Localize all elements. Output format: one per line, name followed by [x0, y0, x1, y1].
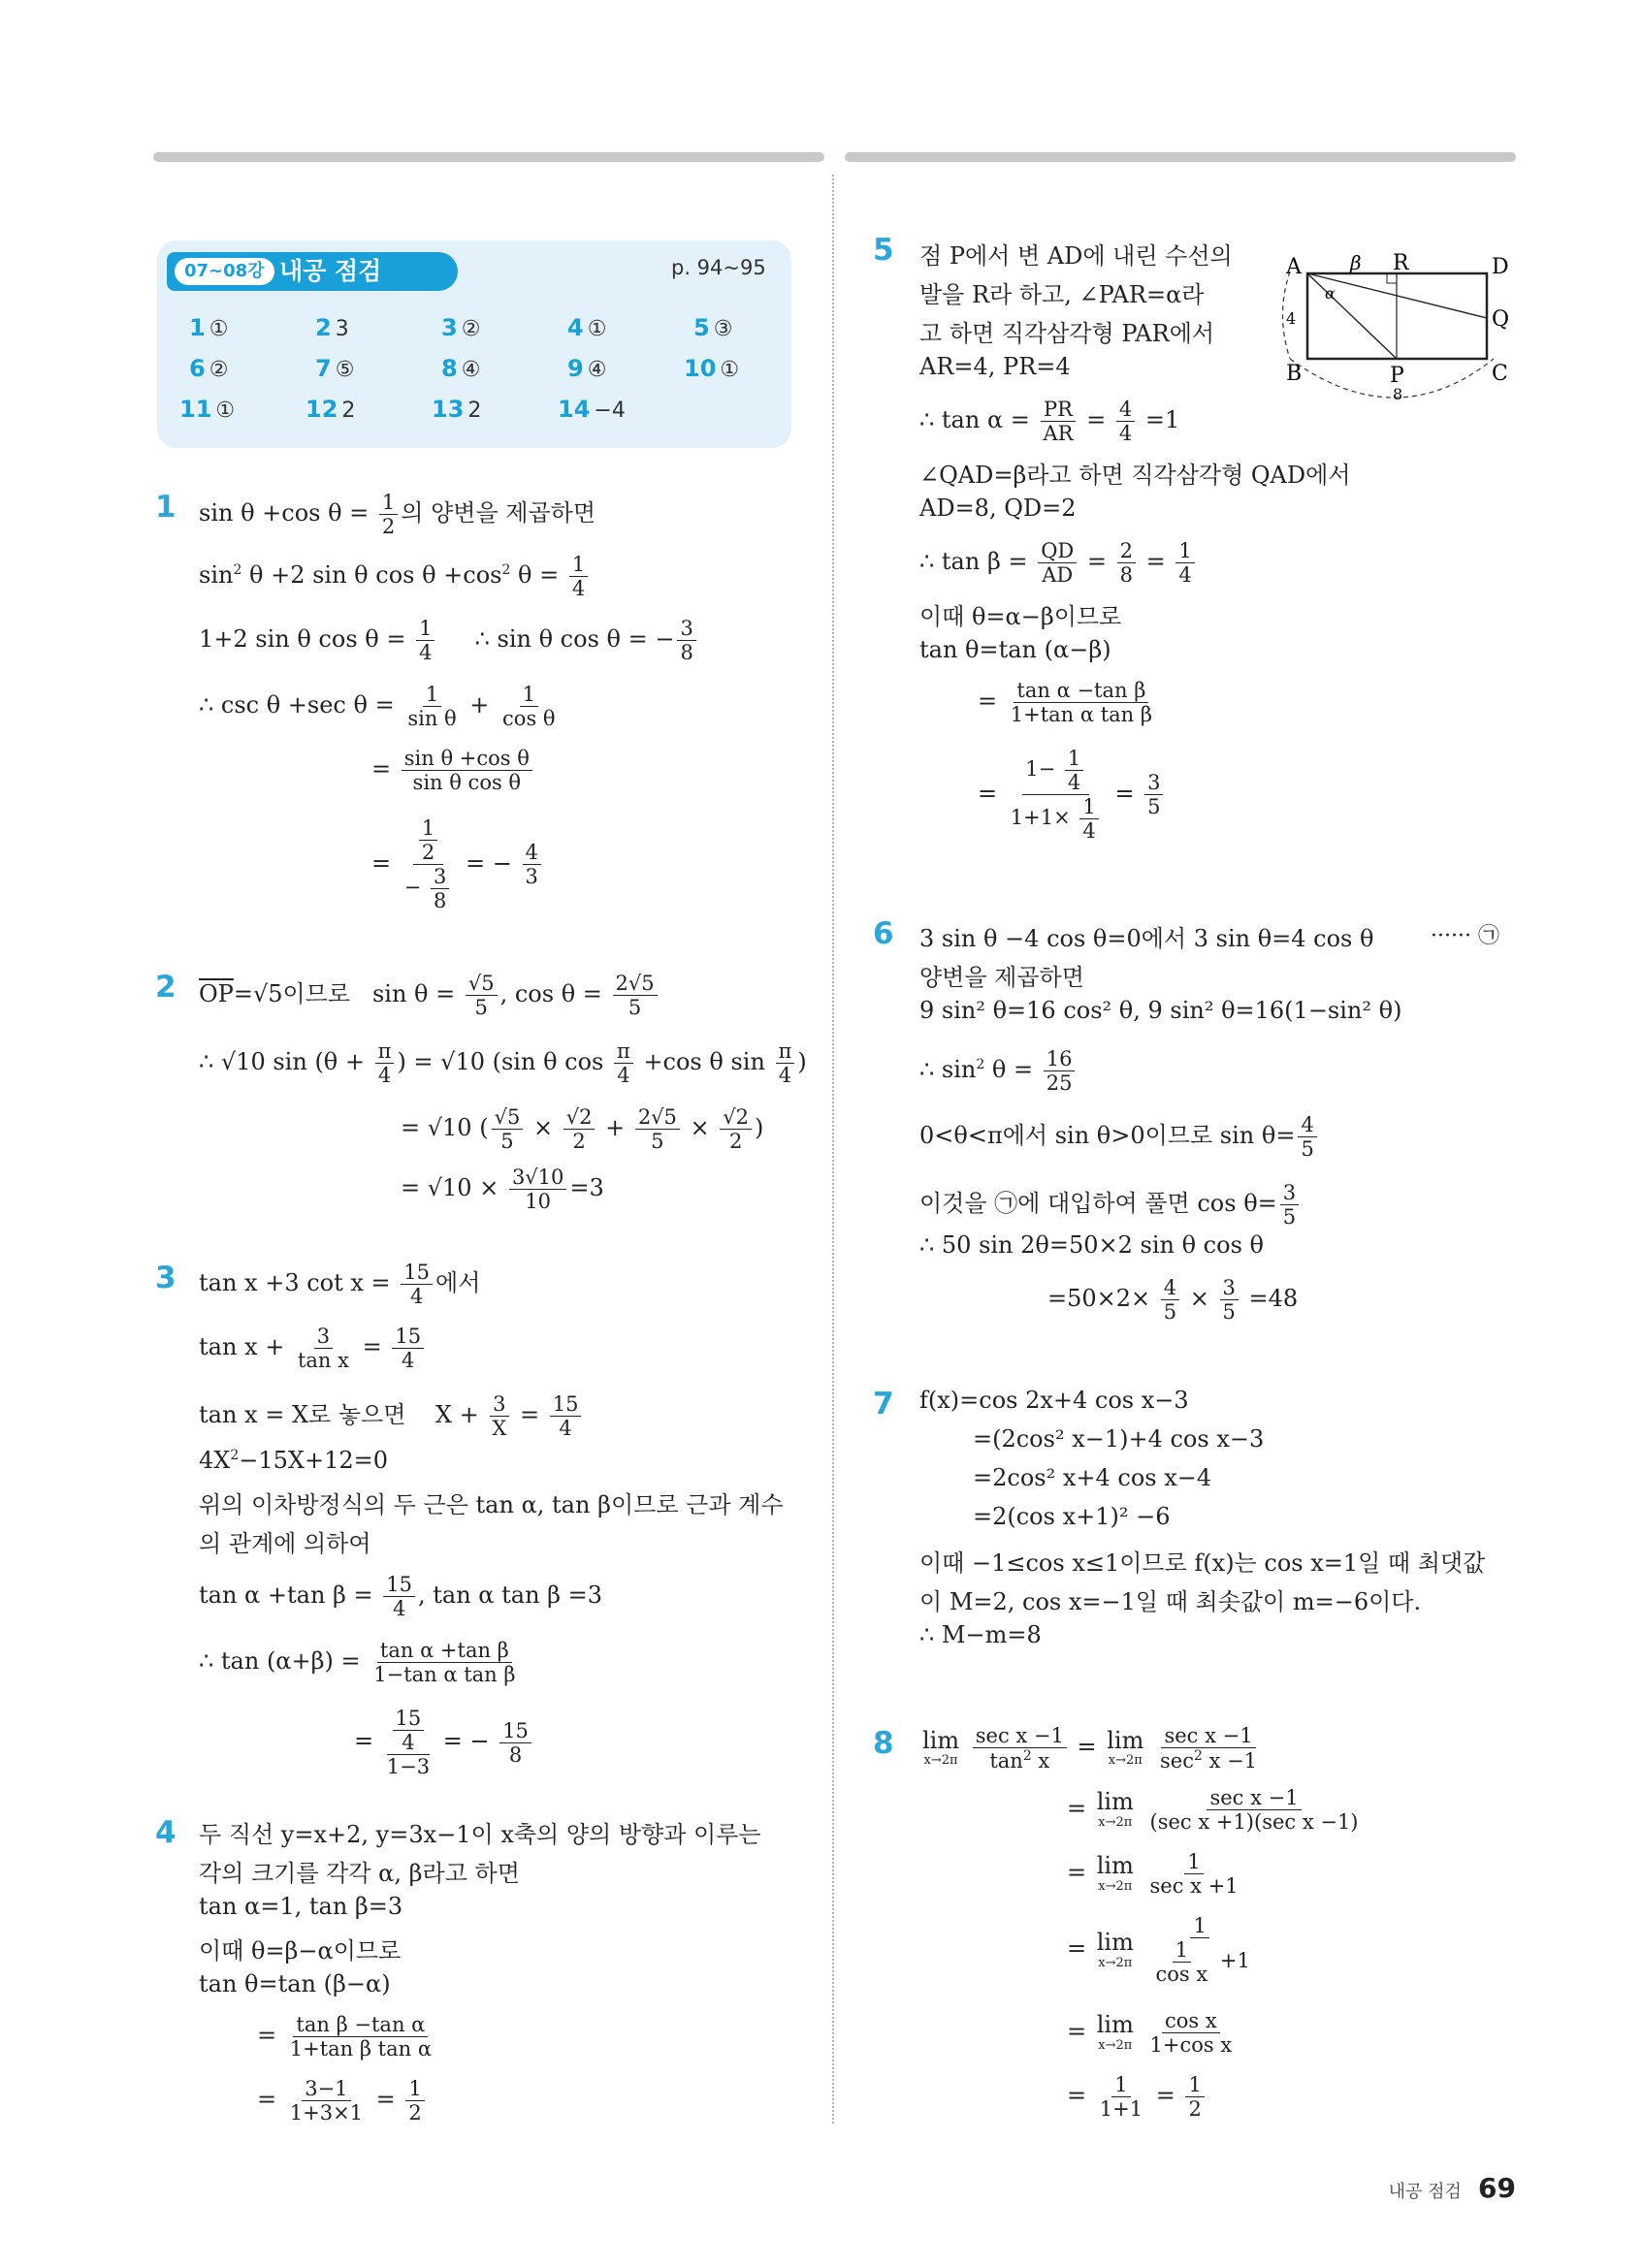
answer-item: 13 2	[432, 396, 482, 423]
problem-number: 3	[155, 1261, 177, 1295]
answer-item: 7 ⑤	[315, 355, 355, 382]
solution-line: 위의 이차방정식의 두 근은 tan α, tan β이므로 근과 계수	[199, 1491, 784, 1518]
answer-item: 5 ③	[693, 314, 733, 341]
solution-line: 발을 R라 하고, ∠PAR=α라	[919, 281, 1205, 308]
solution-line: ∴ $\sin^2 \theta$ = $\frac{16}{25}$	[919, 1047, 1078, 1095]
solution-line: 두 직선 y=x+2, y=3x−1이 x축의 양의 방향과 이루는	[199, 1821, 761, 1848]
answer-item: 3 ②	[441, 314, 481, 341]
label-p: P	[1390, 364, 1404, 388]
solution-line: =2(cos x+1)² −6	[973, 1503, 1171, 1530]
solution-line: ∴ tan α = $\frac{PR}{AR}$ = $\frac{4}{4}$ =1	[919, 398, 1180, 446]
solution-line: f(x)=cos 2x+4 cos x−3	[919, 1387, 1189, 1414]
answer-item: 11 ①	[179, 396, 236, 423]
solution-line: = $\frac{\text{tan α −tan β}}{\text{1+tan α tan β}}$	[978, 679, 1153, 727]
label-a: A	[1286, 255, 1302, 279]
solution-line: ∴ csc θ +sec θ = $\frac{1}{\text{sin θ}}$ + $\frac{1}{\text{cos θ}}$	[199, 683, 556, 731]
solution-line: ∴ tan β = $\frac{QD}{AD}$ = $\frac{2}{8}$ = $\frac{1}{4}$	[919, 539, 1198, 587]
label-beta: β	[1350, 251, 1362, 274]
solution-line: 1+2 sin θ cos θ = $\frac{1}{4}$ ∴ sin θ cos θ = − $\frac{3}{8}$	[199, 617, 699, 664]
page-range: p. 94~95	[671, 256, 766, 279]
problem-number: 6	[873, 916, 894, 951]
solution-line: tan α=1, tan β=3	[199, 1893, 403, 1920]
solution-line: =50×2× $\frac{4}{5}$ × $\frac{3}{5}$ =48	[1047, 1276, 1299, 1325]
equation-mark: ······ ㉠	[1431, 924, 1499, 948]
answer-item: 2 3	[315, 314, 349, 341]
solution-line: tan θ=tan (α−β)	[919, 636, 1111, 663]
solution-line: 의 관계에 의하여	[199, 1530, 371, 1557]
footer-label: 내공 점검	[1388, 2182, 1462, 2202]
label-d: D	[1492, 255, 1509, 279]
top-divider-bar	[153, 150, 1516, 164]
page-number: 69	[1478, 2172, 1516, 2204]
solution-line: 0<θ<π에서 sin θ>0이므로 sin θ= $\frac{4}{5}$	[919, 1113, 1320, 1161]
solution-line: tan x +3 cot x = $\frac{15}{4}$ 에서	[199, 1261, 481, 1309]
label-four: 4	[1286, 309, 1297, 328]
solution-line: 이것을 ㉠에 대입하여 풀면 cos θ= $\frac{3}{5}$	[919, 1181, 1302, 1229]
solution-line: 이때 θ=α−β이므로	[919, 603, 1122, 630]
solution-line: = $\frac{1}{2}$ − $\frac{3}{8}$ = − $\frac{4}{3}$	[371, 816, 544, 913]
solution-line: = lim x→2π $\frac{1}{\text{sec x +1}}$	[1067, 1850, 1239, 1899]
answer-item: 12 2	[306, 396, 356, 423]
solution-line: tan x = X로 놓으면 X + $\frac{3}{X}$ = $\frac{15}{4}$	[199, 1392, 584, 1440]
solution-line: AR=4, PR=4	[919, 353, 1071, 380]
solution-line: AD=8, QD=2	[919, 495, 1077, 522]
box-title: 내공 점검	[279, 257, 382, 285]
solution-line: = lim x→2π $\frac{\text{sec x −1}}{\text{(sec x +1)(sec x −1)}}$	[1067, 1786, 1359, 1835]
solution-line: 점 P에서 변 AD에 내린 수선의	[919, 242, 1233, 270]
solution-line: = lim x→2π $\frac{\text{cos x}}{\text{1+cos x}}$	[1067, 2009, 1233, 2058]
solution-line: = √10 ( $\frac{√5}{5}$ × $\frac{√2}{2}$ + $\frac{2√5}{5}$ × $\frac{√2}{2}$ )	[401, 1105, 764, 1154]
solution-line: lim x→2π $\frac{\text{sec x −1}}{\tan^2 x}$ = lim x→2π $\frac{\text{sec x −1}}{\sec^2 x -1}$	[922, 1724, 1258, 1773]
solution-line: 9 sin² θ=16 cos² θ, 9 sin² θ=16(1−sin² θ)	[919, 997, 1402, 1024]
answer-item: 14 −4	[558, 396, 626, 423]
problem-number: 8	[873, 1726, 894, 1761]
problem-number: 1	[155, 490, 177, 525]
solution-line: 이때 −1≤cos x≤1이므로 f(x)는 cos x=1일 때 최댓값	[919, 1549, 1486, 1577]
page-footer	[1389, 2172, 1516, 2204]
label-q: Q	[1492, 307, 1510, 332]
answer-item: 4 ①	[567, 314, 607, 341]
solution-line: 이 M=2, cos x=−1일 때 최솟값이 m=−6이다.	[919, 1588, 1422, 1615]
solution-line: ∴ M−m=8	[919, 1621, 1042, 1648]
solution-line: tan θ=tan (β−α)	[199, 1970, 391, 1997]
solution-line: =(2cos² x−1)+4 cos x−3	[973, 1425, 1265, 1453]
solution-line: $\overline{OP}=√5$이므로 sin θ = $\frac{√5}{5}$ , cos θ = $\frac{2√5}{5}$	[199, 972, 660, 1019]
solution-line: = $\frac{\text{sin θ +cos θ}}{\text{sin θ cos θ}}$	[371, 747, 535, 794]
label-eight: 8	[1393, 385, 1403, 403]
label-r: R	[1393, 251, 1409, 275]
solution-line: ∴ √10 sin (θ + $\frac{\pi}{4}$ ) = √10 (sin θ cos $\frac{\pi}{4}$ +cos θ sin $\frac{\pi}{4}$ )	[199, 1039, 807, 1088]
solution-line: 이때 θ=β−α이므로	[199, 1937, 402, 1965]
solution-line: 양변을 제곱하면	[919, 964, 1084, 991]
label-c: C	[1492, 362, 1508, 386]
answer-item: 1 ①	[189, 314, 229, 341]
rectangle-figure	[1271, 242, 1523, 407]
solution-line: $4X^2-15X+12=0$	[199, 1447, 389, 1474]
solution-line: = $\frac{\frac{15}{4}}{1-3}$ = − $\frac{15}{8}$	[354, 1707, 534, 1778]
solution-line: = $\frac{1}{1+1}$ = $\frac{1}{2}$	[1067, 2073, 1207, 2121]
answer-item: 9 ④	[567, 355, 607, 382]
problem-number: 7	[873, 1387, 894, 1421]
solution-line: ∠QAD=β라고 하면 직각삼각형 QAD에서	[919, 462, 1351, 489]
solution-line: = 1− $\frac{1}{4}$ 1+1× $\frac{1}{4}$ = $\frac{3}{5}$	[978, 747, 1166, 844]
label-alpha: α	[1325, 284, 1336, 303]
answer-item: 10 ①	[684, 355, 740, 382]
solution-line: tan x + $\frac{3}{\text{tan x}}$ = $\frac{15}{4}$	[199, 1325, 427, 1372]
solution-line: 각의 크기를 각각 α, β라고 하면	[199, 1860, 520, 1887]
solution-line: = lim x→2π 1 $\frac{1}{\text{cos x}}$ +1	[1067, 1914, 1250, 1987]
solution-line: $\sin^2 \theta +2$ sin θ $\cos \theta +\cos^2$ θ = $\frac{1}{4}$	[199, 553, 591, 600]
solution-line: = √10 × $\frac{3√10}{10}$ =3	[401, 1166, 604, 1214]
solution-line: = $\frac{\text{tan β −tan α}}{\text{1+tan β tan α}}$	[257, 2013, 433, 2061]
solution-line: ∴ tan (α+β) = $\frac{\text{tan α +tan β}}{\text{1−tan α tan β}}$	[199, 1639, 516, 1687]
answer-item: 6 ②	[189, 355, 229, 382]
solution-line: = $\frac{3-1}{1+3\times 1}$ = $\frac{1}{2}$	[257, 2077, 428, 2124]
problem-number: 4	[155, 1815, 177, 1850]
solution-line: 3 sin θ −4 cos θ=0에서 3 sin θ=4 cos θ	[919, 925, 1374, 952]
column-divider	[832, 175, 834, 2124]
solution-line: =2cos² x+4 cos x−4	[973, 1464, 1212, 1491]
answer-item: 8 ④	[441, 355, 481, 382]
problem-number: 2	[155, 970, 177, 1005]
solution-line: ∴ 50 sin 2θ=50×2 sin θ cos θ	[919, 1231, 1264, 1259]
solution-line: sin θ +cos θ = $\frac{1}{2}$ 의 양변을 제곱하면	[199, 491, 596, 539]
solution-line: tan α +tan β = $\frac{15}{4}$ , tan α tan β =3	[199, 1573, 603, 1621]
problem-number: 5	[873, 233, 894, 268]
solution-line: 고 하면 직각삼각형 PAR에서	[919, 320, 1215, 347]
lesson-badge: 07~08강	[175, 258, 274, 285]
label-b: B	[1286, 362, 1303, 386]
